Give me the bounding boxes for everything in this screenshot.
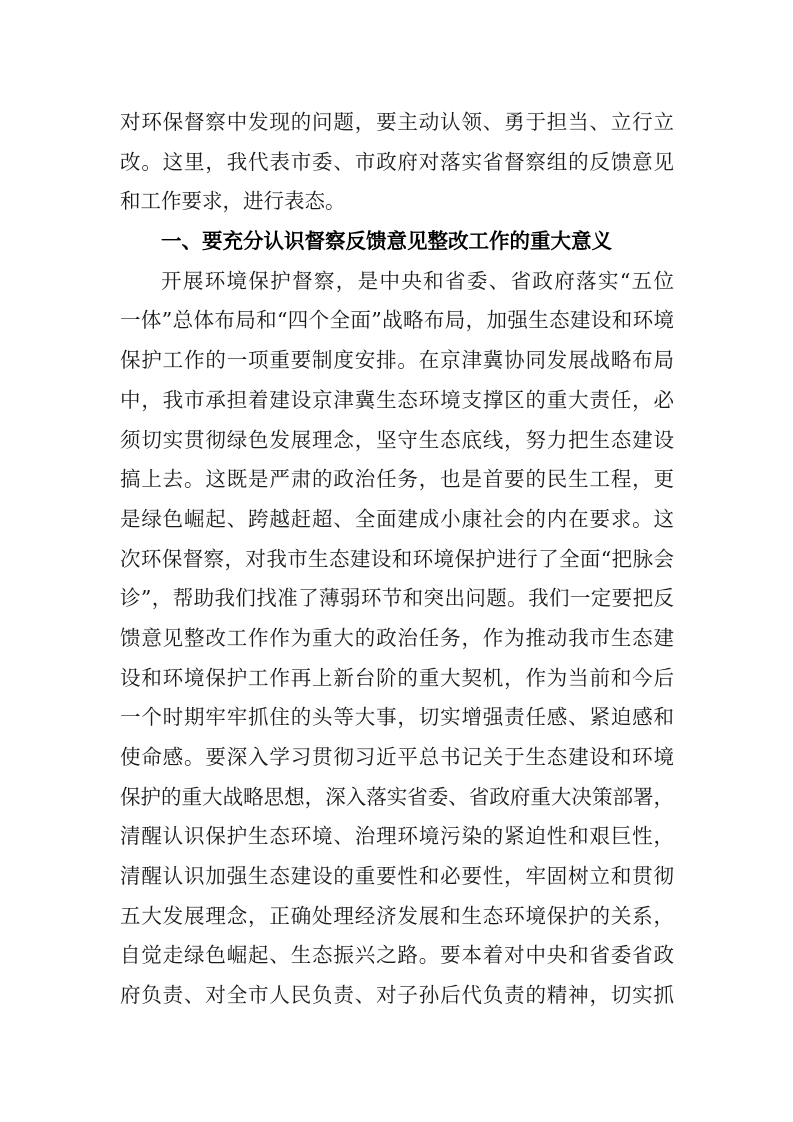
text-line: 改。这里，我代表市委、市政府对落实省督察组的反馈意见 [120,149,674,174]
text-line: 五大发展理念，正确处理经济发展和生态环境保护的关系， [120,903,674,928]
section-heading: 一、要充分认识督察反馈意见整改工作的重大意义 [161,229,612,254]
text-line: 府负责、对全市人民负责、对子孙后代负责的精神，切实抓 [120,983,674,1008]
text-line: 须切实贯彻绿色发展理念，坚守生态底线，努力把生态建设 [120,427,674,452]
text-line: 和工作要求，进行表态。 [120,189,346,214]
text-line: 中，我市承担着建设京津冀生态环境支撑区的重大责任，必 [120,387,674,412]
text-line: 使命感。要深入学习贯彻习近平总书记关于生态建设和环境 [120,745,674,769]
text-line: 一个时期牢牢抓住的头等大事，切实增强责任感、紧迫感和 [120,705,674,730]
text-line: 诊”，帮助我们找准了薄弱环节和突出问题。我们一定要把反 [120,586,674,611]
text-line: 自觉走绿色崛起、生态振兴之路。要本着对中央和省委省政 [120,943,674,968]
body-paragraph [120,262,674,1016]
text-line: 设和环境保护工作再上新台阶的重大契机，作为当前和今后 [120,665,674,690]
text-line: 保护的重大战略思想，深入落实省委、省政府重大决策部署， [120,784,674,809]
document-page [120,103,674,1016]
text-line: 一体”总体布局和“四个全面”战略布局，加强生态建设和环境 [120,308,674,333]
text-line: 次环保督察，对我市生态建设和环境保护进行了全面“把脉会 [120,546,674,571]
text-line: 搞上去。这既是严肃的政治任务，也是首要的民生工程，更 [120,467,674,492]
text-line: 清醒认识加强生态建设的重要性和必要性，牢固树立和贯彻 [120,864,674,889]
text-line: 对环保督察中发现的问题，要主动认领、勇于担当、立行立 [120,110,674,134]
text-line: 清醒认识保护生态环境、治理环境污染的紧迫性和艰巨性， [120,824,674,849]
text-line: 开展环境保护督察，是中央和省委、省政府落实“五位 [161,268,674,293]
text-line: 是绿色崛起、跨越赶超、全面建成小康社会的内在要求。这 [120,506,674,531]
text-line: 保护工作的一项重要制度安排。在京津冀协同发展战略布局 [120,348,674,373]
intro-paragraph [120,103,674,222]
text-line: 馈意见整改工作作为重大的政治任务，作为推动我市生态建 [120,625,674,650]
